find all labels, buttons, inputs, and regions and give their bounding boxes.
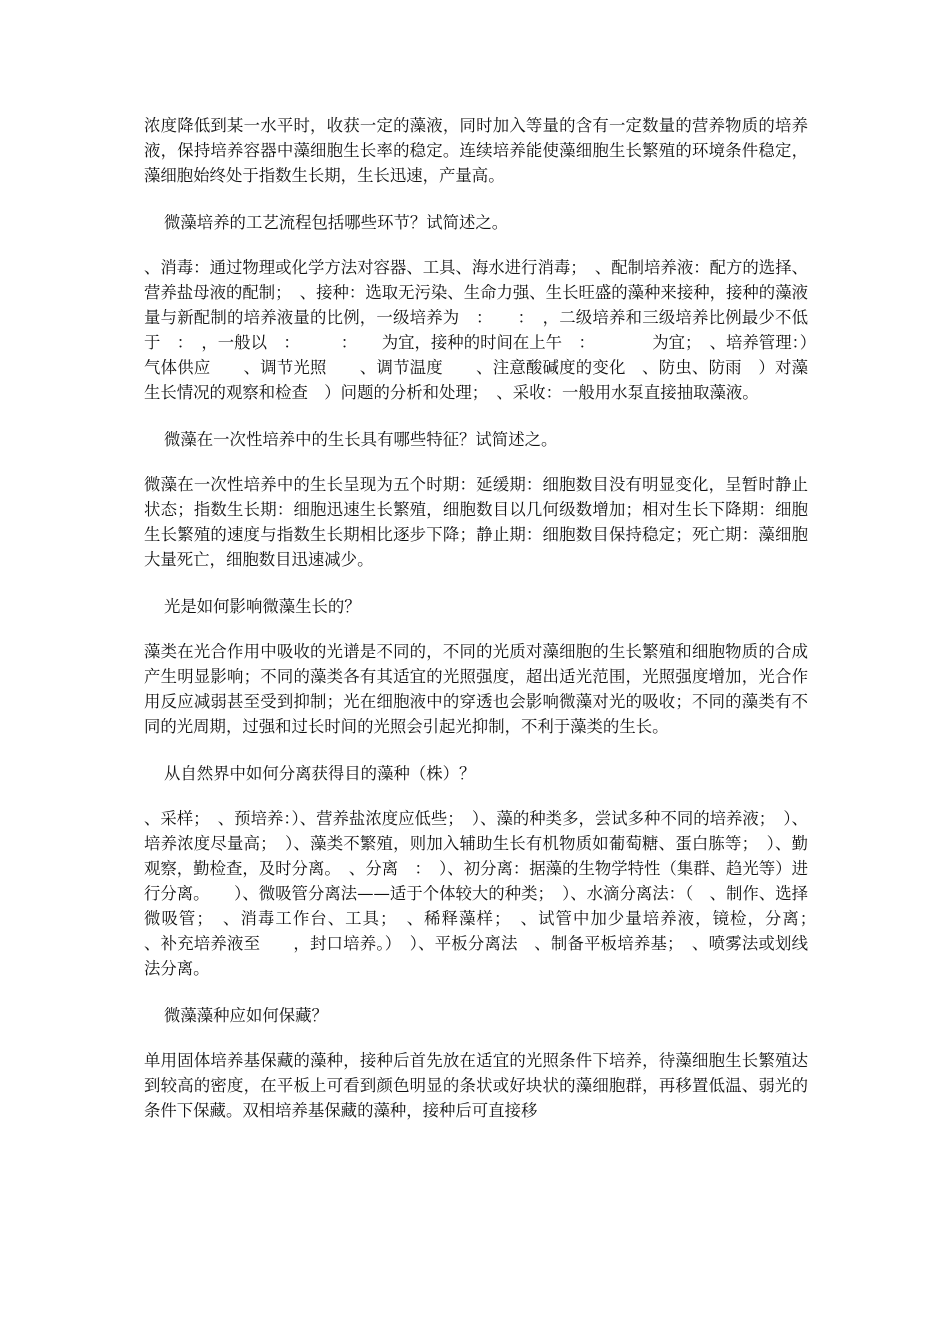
spacer	[144, 188, 808, 210]
answer-paragraph-preservation: 单用固体培养基保藏的藻种，接种后首先放在适宜的光照条件下培养，待藻细胞生长繁殖达到较高的密度，在平板上可看到颜色明显的条状或好块状的藻细胞群，再移置低温、弱光的条件下保藏。双相培养基保藏的藻种，接种后可直接移	[144, 1051, 808, 1120]
question-heading-preservation: 微藻藻种应如何保藏？	[164, 1006, 328, 1025]
spacer	[144, 235, 808, 255]
question-heading-batch-growth: 微藻在一次性培养中的生长具有哪些特征？试简述之。	[164, 430, 558, 449]
spacer	[144, 619, 808, 639]
spacer	[144, 786, 808, 806]
spacer	[144, 572, 808, 594]
spacer	[144, 981, 808, 1003]
question-heading-isolation: 从自然界中如何分离获得目的藻种（株）？	[164, 764, 476, 783]
answer-paragraph-light: 藻类在光合作用中吸收的光谱是不同的，不同的光质对藻细胞的生长繁殖和细胞物质的合成产生明显影响；不同的藻类各有其适宜的光照强度，超出适光范围，光照强度增加，光合作用反应减弱甚至受到抑制；光在细胞液中的穿透也会影响微藻对光的吸收；不同的藻类有不同的光周期，过强和过长时间的光照会引起光抑制，不利于藻类的生长。	[144, 642, 808, 736]
question-heading-light: 光是如何影响微藻生长的？	[164, 597, 361, 616]
answer-paragraph-batch-growth: 微藻在一次性培养中的生长呈现为五个时期：延缓期：细胞数目没有明显变化，呈暂时静止状态；指数生长期：细胞迅速生长繁殖，细胞数目以几何级数增加；相对生长下降期：细胞生长繁殖的速度与指数生长期相比逐步下降；静止期：细胞数目保持稳定；死亡期：藻细胞大量死亡，细胞数目迅速减少。	[144, 475, 808, 569]
spacer	[144, 405, 808, 427]
spacer	[144, 1028, 808, 1048]
answer-paragraph-continued: 浓度降低到某一水平时，收获一定的藻液，同时加入等量的含有一定数量的营养物质的培养液，保持培养容器中藻细胞生长率的稳定。连续培养能使藻细胞生长繁殖的环境条件稳定，藻细胞始终处于指数生长期，生长迅速，产量高。	[144, 116, 808, 185]
document-page	[144, 113, 841, 1123]
spacer	[144, 739, 808, 761]
question-heading-process: 微藻培养的工艺流程包括哪些环节？试简述之。	[164, 213, 509, 232]
answer-paragraph-process: 、消毒：通过物理或化学方法对容器、工具、海水进行消毒； 、配制培养液：配方的选择、营养盐母液的配制； 、接种：选取无污染、生命力强、生长旺盛的藻种来接种，接种的藻液量与新配制的培养液量的比例，一级培养为 ： ： ，二级培养和三级培养比例最少不低于 ： ，一般以 ： ： 为宜，接种的时间在上午 ： 为宜； 、培养管理：）气体供应 、调节光照 、调节温度 、注意酸碱度的变化 、防虫、防雨 ）对藻生长情况的观察和检查 ）问题的分析和处理； 、采收：一般用水泵直接抽取藻液。	[144, 258, 808, 402]
answer-paragraph-isolation: 、采样； 、预培养：）、营养盐浓度应低些； ）、藻的种类多，尝试多种不同的培养液； ）、培养浓度尽量高； ）、藻类不繁殖，则加入辅助生长有机物质如葡萄糖、蛋白胨等； ）、勤观察，勤检查，及时分离。 、分离 ： ）、初分离：据藻的生物学特性（集群、趋光等）进行分离。 ）、微吸管分离法——适于个体较大的种类； ）、水滴分离法：（ 、制作、选择微吸管； 、消毒工作台、工具； 、稀释藻样； 、试管中加少量培养液，镜检，分离； 、补充培养液至 ，封口培养。） ）、平板分离法 、制备平板培养基； 、喷雾法或划线法分离。	[144, 809, 841, 978]
spacer	[144, 452, 808, 472]
